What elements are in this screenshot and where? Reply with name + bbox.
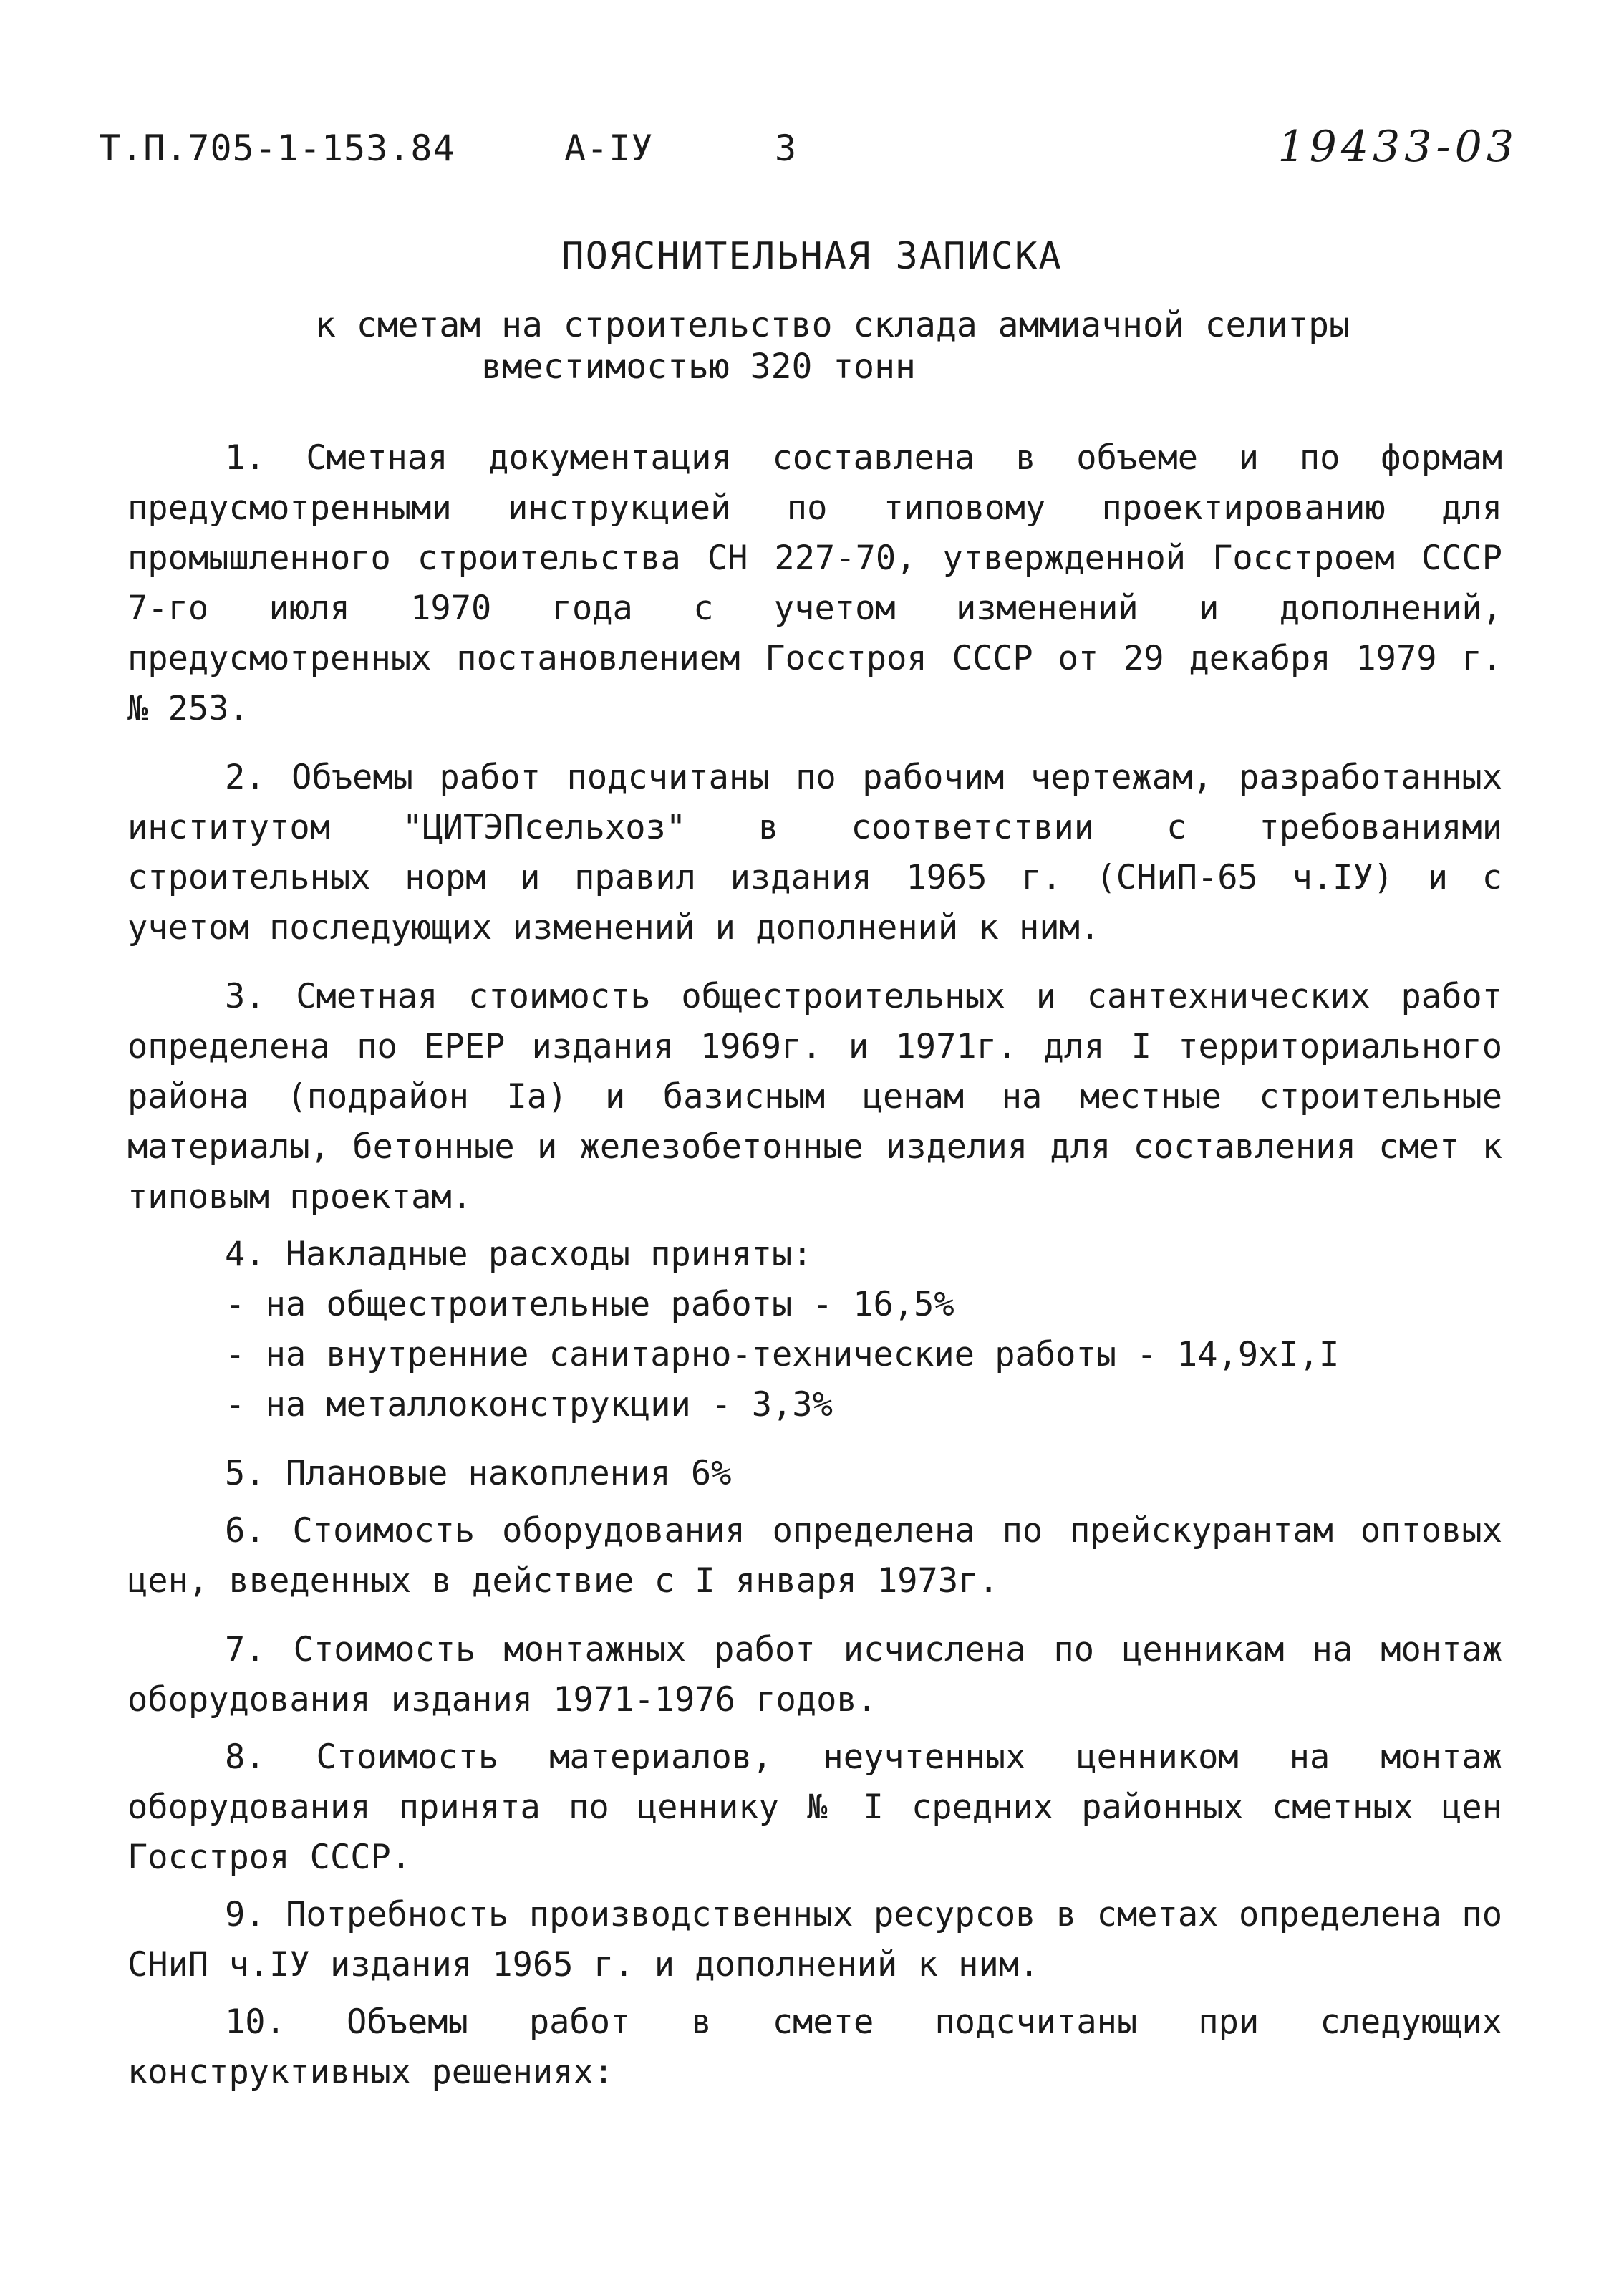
document-subtitle <box>315 304 1461 387</box>
paragraph-9: 9. Потребность производственных ресурсов в сметах определена по СНиП ч.IУ издания 1965 г. и дополнений к ним. <box>127 1895 1502 1985</box>
paragraph-10: 10. Объемы работ в смете подсчитаны при следующих конструктивных решениях: <box>127 2002 1502 2092</box>
registration-number: 19433-03 <box>1277 122 1518 172</box>
document-title: ПОЯСНИТЕЛЬНАЯ ЗАПИСКА <box>561 235 1063 278</box>
overhead-list <box>127 1280 1502 1430</box>
subtitle-line-2: вместимостью 320 тонн <box>481 347 916 387</box>
paragraph-8: 8. Стоимость материалов, неучтенных ценником на монтаж оборудования принята по ценнику № I средних районных сметных цен Госстроя СССР. <box>127 1737 1502 1877</box>
paragraph-7: 7. Стоимость монтажных работ исчислена по ценникам на монтаж оборудования издания 1971-1976 годов. <box>127 1630 1502 1720</box>
page-number: 3 <box>775 127 798 169</box>
document-body <box>127 433 1502 2098</box>
paragraph-2: 2. Объемы работ подсчитаны по рабочим чертежам, разработанных институтом "ЦИТЭПсельхоз" в соответствии с требованиями строительных норм и правил издания 1965 г. (СНиП-65 ч.IУ) и с учетом последующих изменений и дополнений к ним. <box>127 758 1502 947</box>
paragraph-3: 3. Сметная стоимость общестроительных и сантехнических работ определена по ЕРЕР издания 1969г. и 1971г. для I территориального района (подрайон Iа) и базисным ценам на местные строительные материалы, бетонные и железобетонные изделия для составления смет к типовым проектам. <box>127 977 1502 1217</box>
document-code: Т.П.705-1-153.84 <box>99 127 455 169</box>
album-label: А-IУ <box>564 127 654 169</box>
paragraph-5: 5. Плановые накопления 6% <box>225 1454 732 1493</box>
paragraph-6: 6. Стоимость оборудования определена по прейскурантам оптовых цен, введенных в действие с I января 1973г. <box>127 1511 1502 1601</box>
list-item: - на общестроительные работы - 16,5% <box>225 1285 954 1324</box>
list-item: - на внутренние санитарно-технические работы - 14,9хI,I <box>225 1335 1340 1374</box>
list-item: - на металлоконструкции - 3,3% <box>225 1385 833 1424</box>
paragraph-1: 1. Сметная документация составлена в объеме и по формам предусмотренными инструкцией по типовому проектированию для промышленного строительства СН 227-70, утвержденной Госстроем СССР 7-го июля 1970 года с учетом изменений и дополнений, предусмотренных постановлением Госстроя СССР от 29 декабря 1979 г. № 253. <box>127 438 1502 728</box>
subtitle-line-1: к сметам на строительство склада аммиачной селитры <box>315 305 1350 345</box>
paragraph-4-intro: 4. Накладные расходы приняты: <box>225 1235 813 1274</box>
